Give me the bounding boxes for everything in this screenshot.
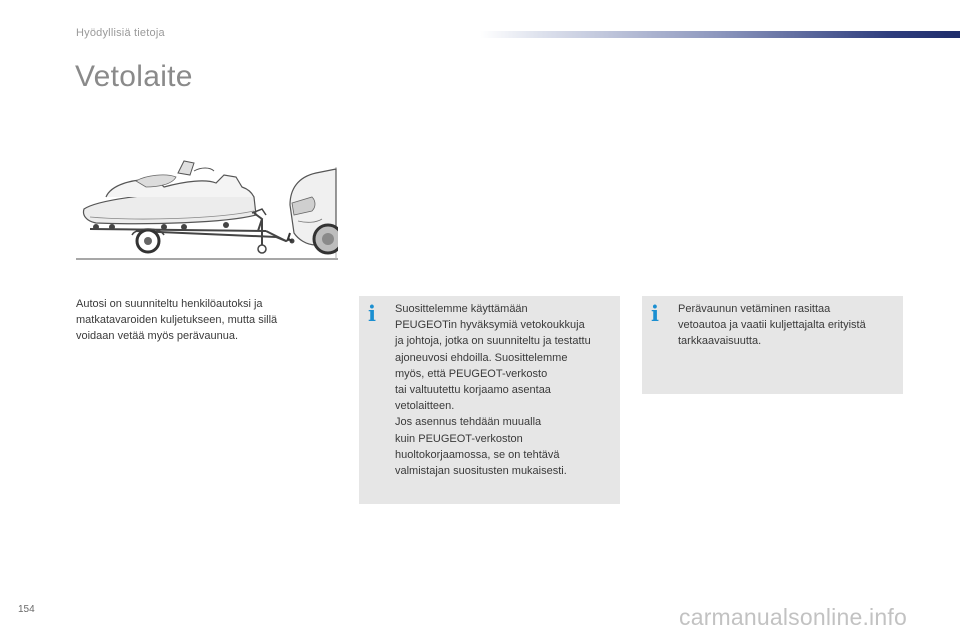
info-icon: i	[651, 301, 659, 326]
body-text: Autosi on suunniteltu henkilöautoksi ja matkatavaroiden kuljetukseen, mutta sillä voidaan vetää myös perävaunua.	[76, 298, 278, 342]
info-box-text: Suosittelemme käyttämään PEUGEOTin hyväksymiä vetokoukkuja ja johtoja, jotka on suunniteltu ja testattu ajoneuvosi ehdoilla. Suosittelemme myös, että PEUGEOT-verkosto tai valtuutettu korjaamo asentaa vetolaitteen. Jos asennus tehdään muualla kuin PEUGEOT-verkoston huoltokorjaamossa, se on tehtävä valmistajan suositusten mukaisesti.	[395, 303, 591, 478]
header-gradient-bar	[480, 31, 960, 38]
page-title: Vetolaite	[75, 60, 193, 93]
section-header: Hyödyllisiä tietoja	[76, 27, 165, 39]
info-box-towing-strain	[642, 296, 903, 394]
watermark: carmanualsonline.info	[679, 604, 907, 630]
info-box-text: Perävaunun vetäminen rasittaa vetoautoa ja vaatii kuljettajalta erityistä tarkkaavaisuutta.	[678, 303, 866, 348]
page-number: 154	[18, 604, 35, 615]
info-icon: i	[368, 301, 376, 326]
info-box-recommended-towbars	[359, 296, 620, 504]
car-towing-jetski-trailer-illustration	[76, 157, 338, 265]
